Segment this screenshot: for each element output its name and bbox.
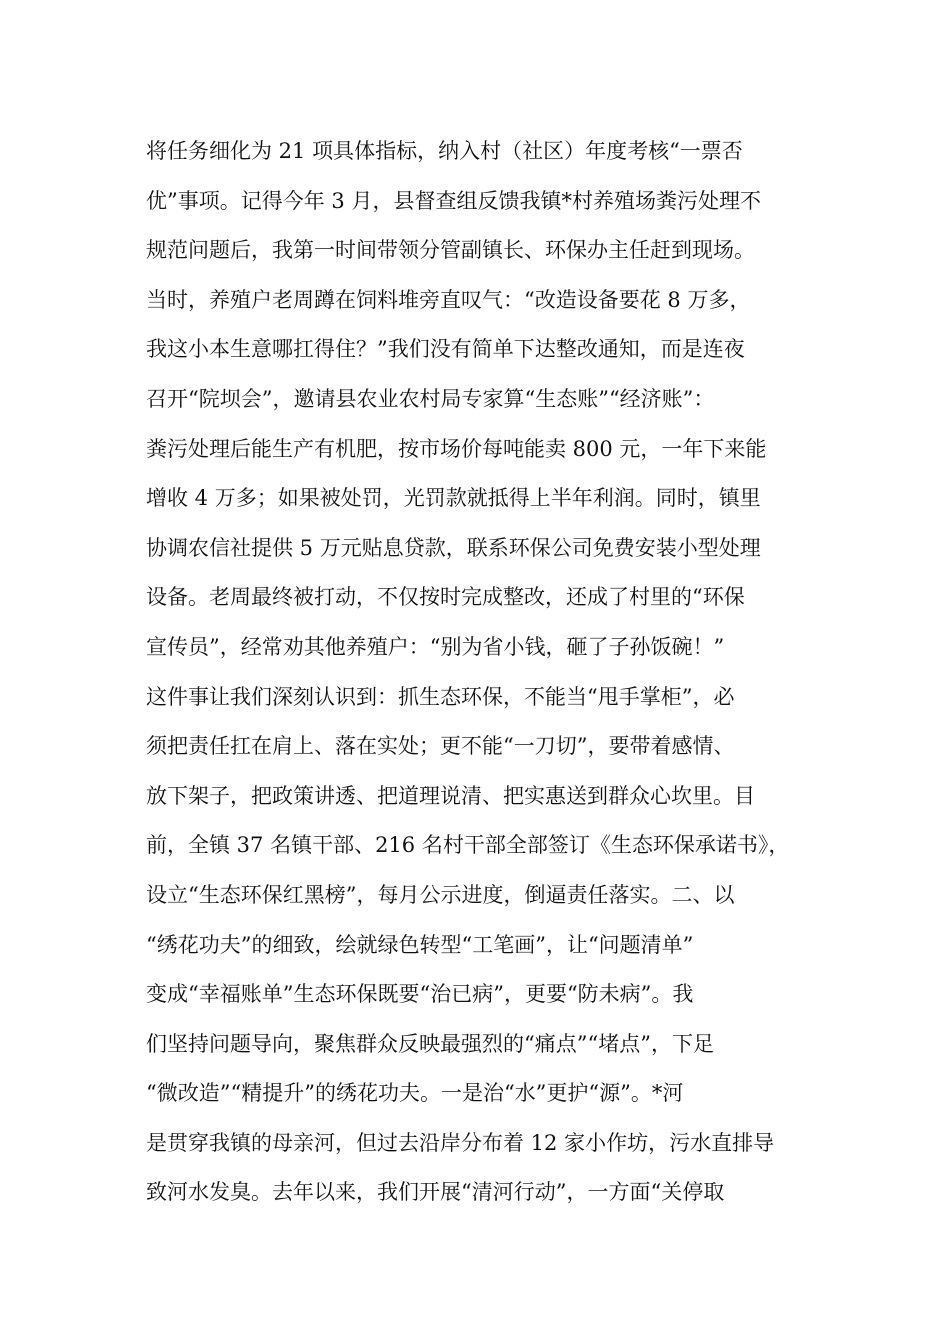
text-line: 增收 4 万多；如果被处罚，光罚款就抵得上半年利润。同时，镇里 bbox=[146, 486, 761, 511]
text-line: 设备。老周最终被打动，不仅按时完成整改，还成了村里的“环保 bbox=[146, 585, 745, 610]
text-line: 规范问题后，我第一时间带领分管副镇长、环保办主任赶到现场。 bbox=[146, 238, 755, 263]
text-line: 放下架子，把政策讲透、把道理说清、把实惠送到群众心坎里。目 bbox=[146, 783, 755, 808]
text-line: 变成“幸福账单”生态环保既要“治已病”，更要“防未病”。我 bbox=[146, 982, 694, 1007]
text-line: 前，全镇 37 名镇干部、216 名村干部全部签订《生态环保承诺书》， bbox=[146, 833, 790, 858]
text-line: 优”事项。记得今年 3 月，县督查组反馈我镇*村养殖场粪污处理不 bbox=[146, 188, 761, 213]
text-line: 召开“院坝会”，邀请县农业农村局专家算“生态账”“经济账”： bbox=[146, 386, 715, 411]
text-line: 我这小本生意哪扛得住？”我们没有简单下达整改通知，而是连夜 bbox=[146, 337, 745, 362]
text-line: 当时，养殖户老周蹲在饲料堆旁直叹气：“改造设备要花 8 万多， bbox=[146, 287, 751, 312]
text-line: 们坚持问题导向，聚焦群众反映最强烈的“痛点”“堵点”，下足 bbox=[146, 1031, 714, 1056]
text-line: 协调农信社提供 5 万元贴息贷款，联系环保公司免费安装小型处理 bbox=[146, 535, 761, 560]
text-line: “微改造”“精提升”的绣花功夫。一是治“水”更护“源”。*河 bbox=[146, 1081, 684, 1106]
text-line: 将任务细化为 21 项具体指标，纳入村（社区）年度考核“一票否 bbox=[146, 139, 743, 163]
text-line: 粪污处理后能生产有机肥，按市场价每吨能卖 800 元，一年下来能 bbox=[146, 436, 767, 461]
text-line: 须把责任扛在肩上、落在实处；更不能“一刀切”，要带着感情、 bbox=[146, 734, 735, 759]
text-line: 设立“生态环保红黑榜”，每月公示进度，倒逼责任落实。二、以 bbox=[146, 882, 735, 907]
body-text bbox=[146, 127, 826, 1218]
text-line: 致河水发臭。去年以来，我们开展“清河行动”，一方面“关停取 bbox=[146, 1180, 725, 1205]
text-line: “绣花功夫”的细致，绘就绿色转型“工笔画”，让“问题清单” bbox=[146, 932, 694, 957]
text-line: 是贯穿我镇的母亲河，但过去沿岸分布着 12 家小作坊，污水直排导 bbox=[146, 1130, 775, 1155]
text-line: 这件事让我们深刻认识到：抓生态环保，不能当“甩手掌柜”，必 bbox=[146, 684, 735, 709]
text-line: 宣传员”，经常劝其他养殖户：“别为省小钱，砸了子孙饭碗！” bbox=[146, 634, 725, 659]
